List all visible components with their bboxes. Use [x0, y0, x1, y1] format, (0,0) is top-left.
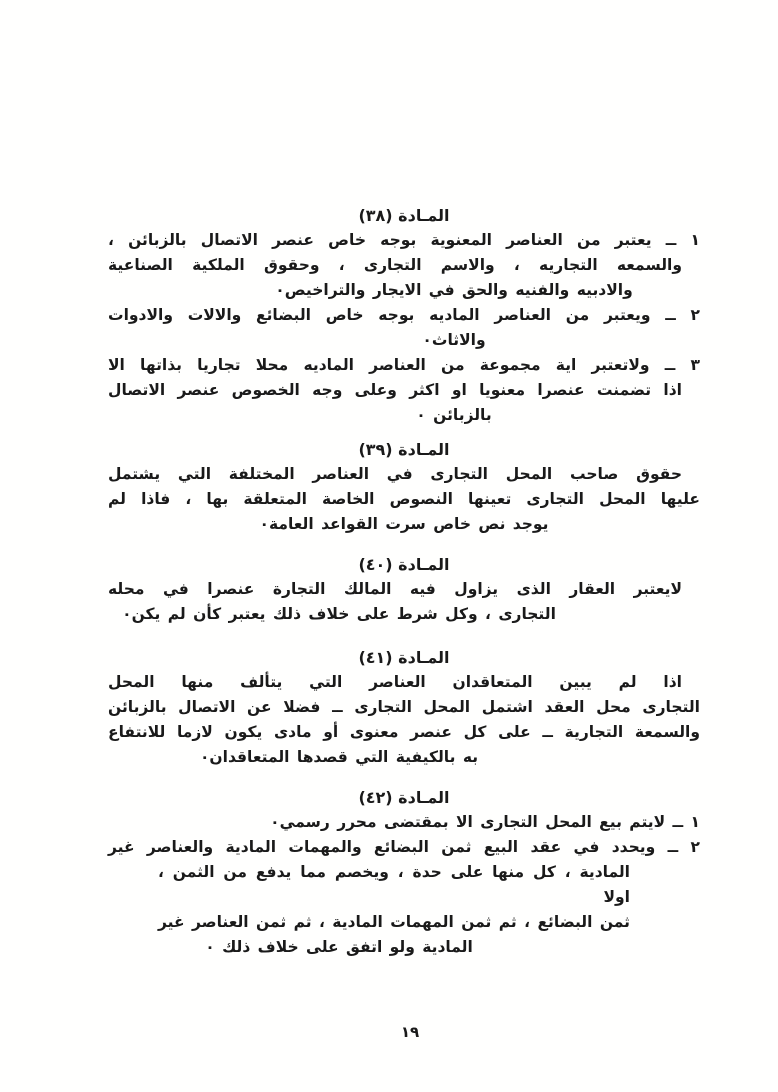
text-line: بالزبائن ٠ [416, 406, 492, 424]
article [108, 437, 700, 537]
page-number: ١٩ [400, 1023, 420, 1041]
text-line: ٣ ــ ولاتعتبر اية مجموعة من العناصر الماديه محلا تجاريا بذاتها الا [108, 356, 700, 374]
article-heading: المـادة (٣٩) [358, 440, 450, 459]
text-line: اذا لم يبين المتعاقدان العناصر التي يتألف منها المحل [108, 673, 682, 691]
text-line: والادبيه والفنيه والحق في الايجار والتراخيص٠ [275, 281, 633, 299]
articles-container [108, 203, 700, 960]
article-heading: المـادة (٣٨) [358, 206, 450, 225]
text-line: والسمعة التجارية ــ على كل عنصر معنوى أو مادى يكون لازما للانتفاع [108, 723, 700, 741]
text-line: المادية ، كل منها على حدة ، ويخصم مما يدفع من الثمن ، اولا [158, 863, 630, 906]
text-line: ١ ــ يعتبر من العناصر المعنوية بوجه خاص عنصر الاتصال بالزبائن ، [108, 231, 700, 249]
text-line: المادية ولو اتفق على خلاف ذلك ٠ [205, 938, 473, 956]
text-line: والسمعه التجاريه ، والاسم التجارى ، وحقوق الملكية الصناعية [108, 256, 682, 274]
text-line: اذا تضمنت عنصرا معنويا او اكثر وعلى وجه الخصوص عنصر الاتصال [108, 381, 682, 399]
text-line: التجارى محل العقد اشتمل المحل التجارى ــ فضلا عن الاتصال بالزبائن [108, 698, 700, 716]
article-heading: المـادة (٤٠) [358, 555, 450, 574]
article [108, 203, 700, 428]
article-heading: المـادة (٤٢) [358, 788, 450, 807]
text-line: والاثاث٠ [422, 331, 486, 349]
article [108, 645, 700, 770]
text-line: ٢ ــ ويحدد في عقد البيع ثمن البضائع والمهمات المادية والعناصر غير [108, 838, 700, 856]
text-line: به بالكيفية التي قصدها المتعاقدان٠ [199, 748, 479, 766]
text-line: عليها المحل التجارى تعينها النصوص الخاصة المتعلقة بها ، فاذا لم [108, 490, 700, 508]
text-line: ثمن البضائع ، ثم ثمن المهمات المادية ، ثم ثمن العناصر غير [158, 913, 630, 931]
text-line: يوجد نص خاص سرت القواعد العامة٠ [259, 515, 549, 533]
text-line: لايعتبر العقار الذى يزاول فيه المالك التجارة عنصرا في محله [108, 580, 682, 598]
article-heading: المـادة (٤١) [358, 648, 450, 667]
article [108, 785, 700, 960]
text-line: التجارى ، وكل شرط على خلاف ذلك يعتبر كأن لم يكن٠ [122, 605, 556, 623]
article [108, 552, 700, 627]
text-line: ١ ــ لايتم بيع المحل التجارى الا بمقتضى محرر رسمي٠ [270, 813, 700, 831]
text-line: حقوق صاحب المحل التجارى في العناصر المختلفة التي يشتمل [108, 465, 682, 483]
text-line: ٢ ــ ويعتبر من العناصر الماديه بوجه خاص البضائع والالات والادوات [108, 306, 700, 324]
